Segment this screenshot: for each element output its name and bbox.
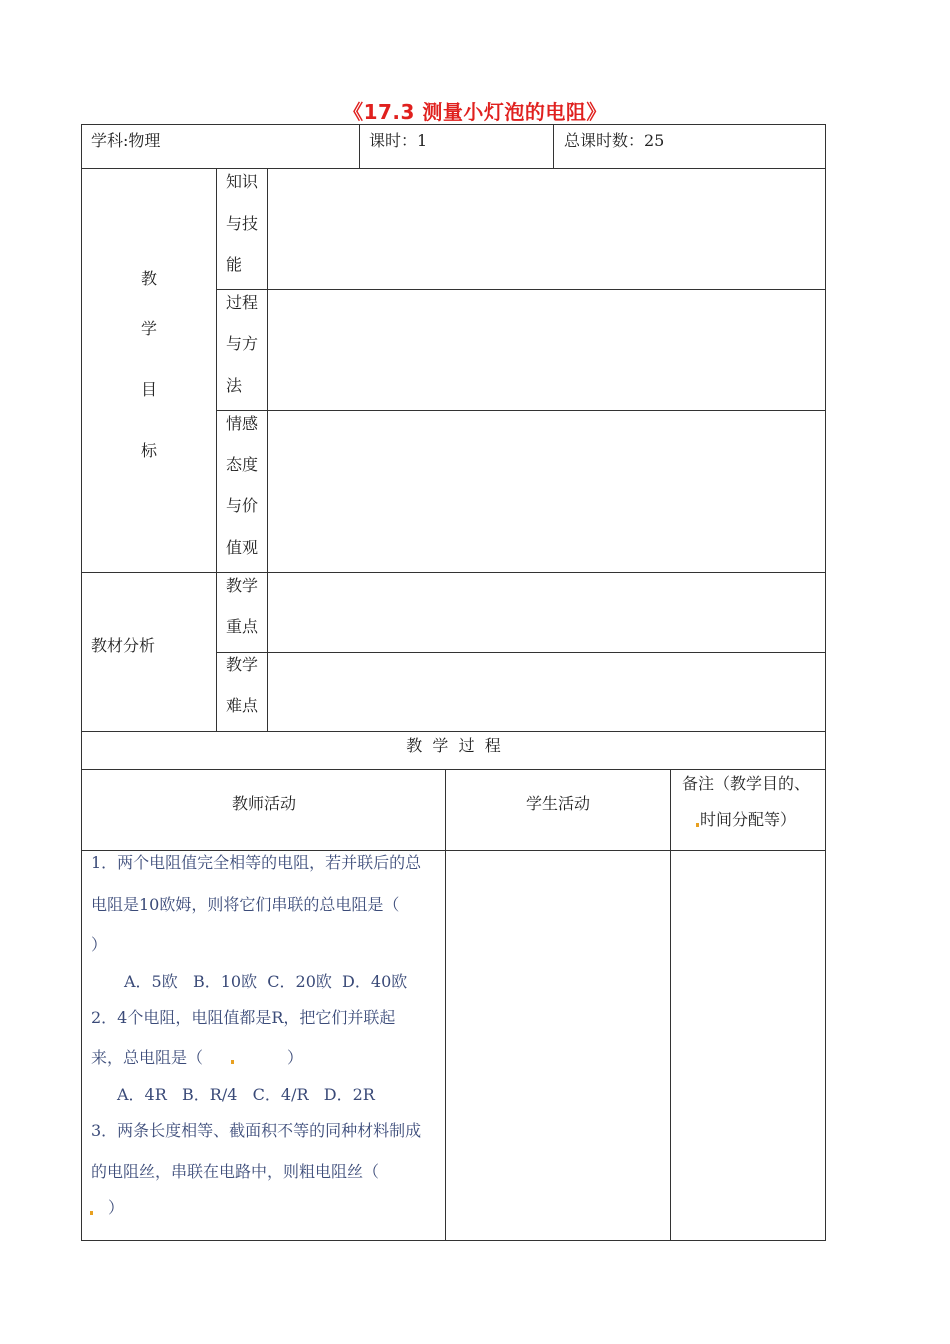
- knowledge-label: 能: [226, 255, 243, 274]
- lesson-plan-table: [81, 124, 826, 1241]
- question-2-line: ）: [287, 1048, 304, 1067]
- divider: [81, 769, 826, 770]
- key-point-label: 重点: [226, 617, 259, 636]
- process-label: 与方: [226, 334, 259, 353]
- difficulty-label: 难点: [226, 696, 259, 715]
- question-2-line: 来，总电阻是（: [91, 1048, 204, 1067]
- divider: [216, 652, 826, 653]
- emotion-label: 值观: [226, 538, 259, 557]
- page-title: 《17.3 测量小灯泡的电阻》: [343, 100, 607, 124]
- question-2-line: 2．4个电阻，电阻值都是R，把它们并联起: [91, 1008, 396, 1027]
- question-1-line: 电阻是10欧姆，则将它们串联的总电阻是（: [91, 895, 400, 914]
- divider: [81, 168, 826, 169]
- process-heading: 教 学 过 程: [406, 736, 501, 755]
- mark: [231, 1060, 234, 1064]
- divider: [553, 124, 554, 168]
- question-3-line: 的电阻丝，串联在电路中，则粗电阻丝（: [91, 1162, 380, 1181]
- question-1-options: A．5欧 B．10欧 C．20欧 D．40欧: [124, 972, 408, 991]
- emotion-label: 态度: [226, 455, 259, 474]
- divider: [445, 769, 446, 1241]
- divider: [216, 289, 826, 290]
- divider: [670, 769, 671, 1241]
- question-3-line: ）: [108, 1198, 125, 1217]
- emotion-label: 情感: [226, 414, 259, 433]
- question-2-options: A．4R B．R/4 C．4/R D．2R: [117, 1085, 375, 1104]
- divider: [81, 850, 826, 851]
- notes-header: 备注（教学目的、: [682, 774, 811, 793]
- divider: [216, 410, 826, 411]
- divider: [359, 124, 360, 168]
- objectives-label-char: 学: [141, 319, 158, 338]
- divider: [216, 168, 217, 731]
- lesson-cell: 课时：1: [369, 131, 428, 150]
- objectives-label-char: 教: [141, 269, 158, 288]
- teacher-activity-header: 教师活动: [232, 794, 297, 813]
- process-label: 过程: [226, 293, 259, 312]
- objectives-label-char: 标: [141, 441, 158, 460]
- process-label: 法: [226, 376, 243, 395]
- emotion-label: 与价: [226, 496, 259, 515]
- objectives-label-char: 目: [141, 380, 158, 399]
- difficulty-label: 教学: [226, 655, 259, 674]
- student-activity-header: 学生活动: [526, 794, 591, 813]
- divider: [81, 572, 826, 573]
- mark: [90, 1211, 93, 1215]
- mark: [696, 823, 699, 827]
- total-lessons-cell: 总课时数：25: [564, 131, 665, 150]
- question-3-line: 3．两条长度相等、截面积不等的同种材料制成: [91, 1121, 422, 1140]
- key-point-label: 教学: [226, 576, 259, 595]
- knowledge-label: 知识: [226, 172, 259, 191]
- question-1-line: ）: [91, 935, 108, 954]
- knowledge-label: 与技: [226, 214, 259, 233]
- subject-cell: 学科:物理: [91, 131, 161, 150]
- divider: [267, 168, 268, 731]
- analysis-label: 教材分析: [91, 636, 156, 655]
- divider: [81, 731, 826, 732]
- question-1-line: 1．两个电阻值完全相等的电阻，若并联后的总: [91, 853, 422, 872]
- notes-header: 时间分配等）: [700, 810, 797, 829]
